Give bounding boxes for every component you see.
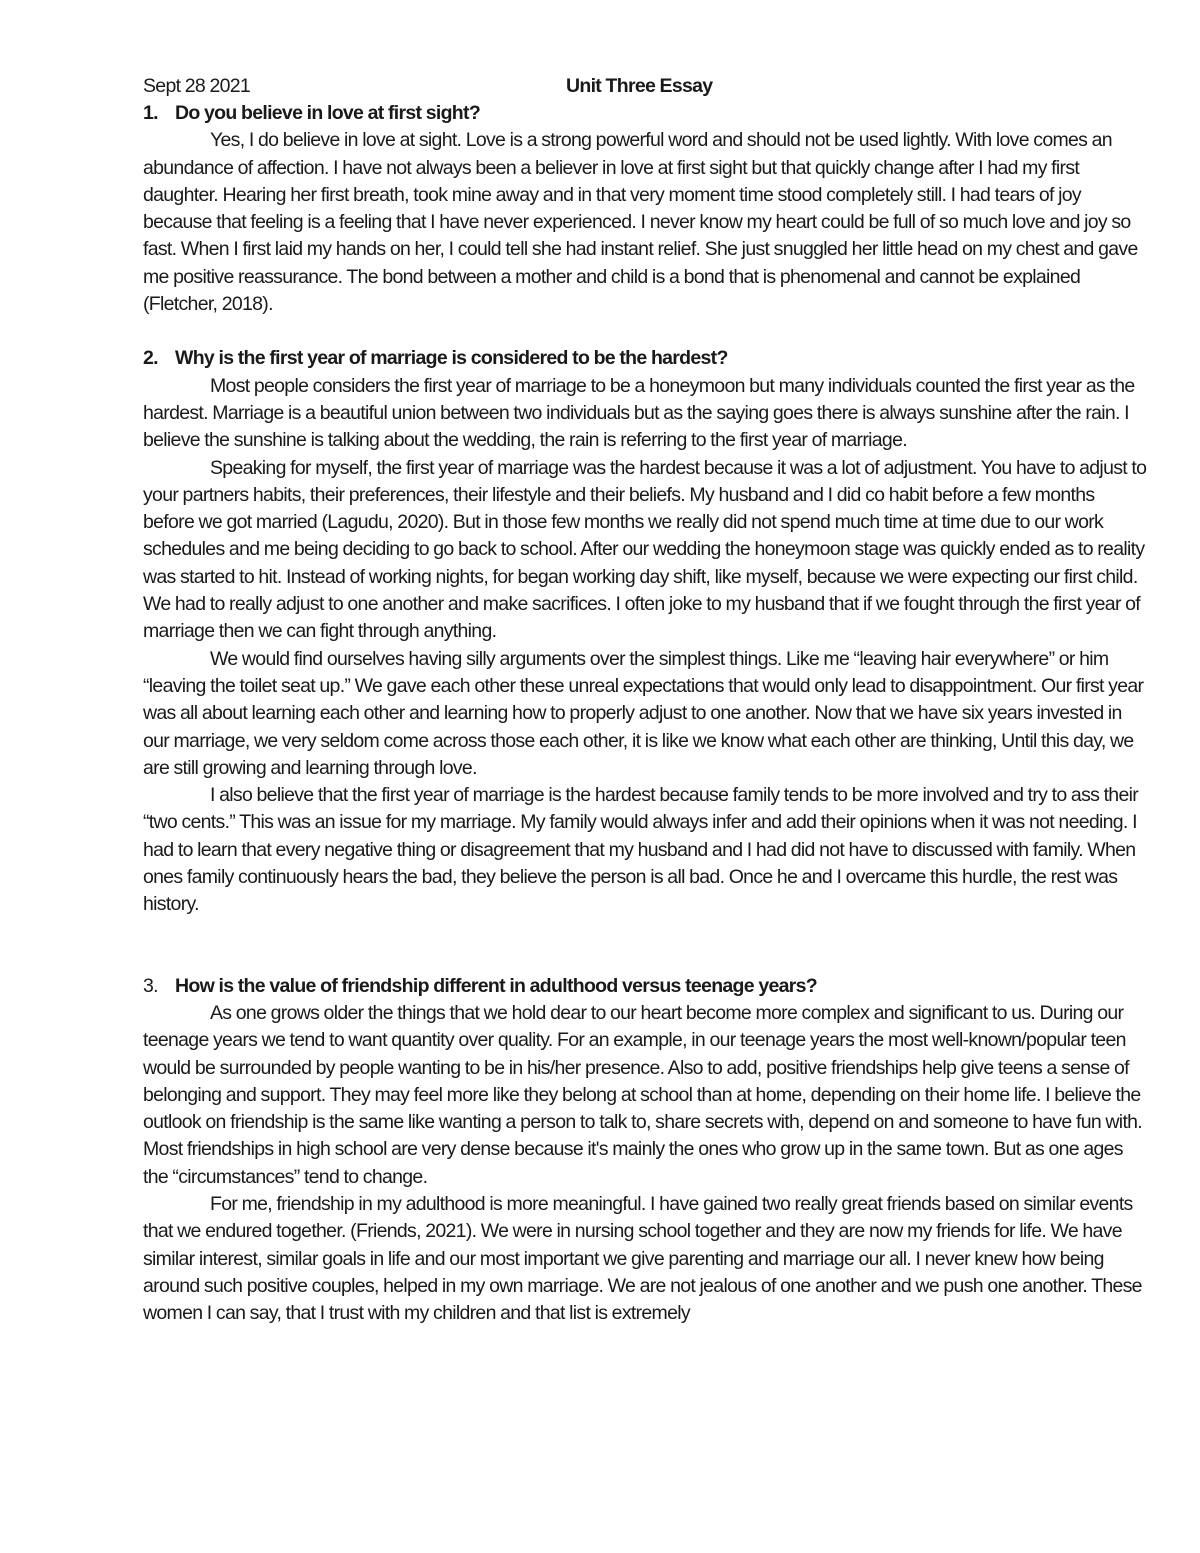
question-2 (143, 345, 1148, 372)
question-3-number: 3. (143, 974, 158, 997)
answer-2-paragraph-2: Speaking for myself, the first year of marriage was the hardest because it was a lot of adjustment. You have to adjust to your partners habits, their preferences, their lifestyle and their beliefs. My husband and I did co habit before a few months before we got married (Lagudu, 2020). But in those few months we really did not spend much time at time due to our work schedules and me being deciding to go back to school. After our wedding the honeymoon stage was quickly ended as to reality was started to hit. Instead of working nights, for began working day shift, like myself, because we were expecting our first child. We had to really adjust to one another and make sacrifices. I often joke to my husband that if we fought through the first year of marriage then we can fight through anything. (143, 456, 1147, 643)
question-2-text: Why is the first year of marriage is considered to be the hardest? (175, 347, 728, 370)
question-1 (143, 100, 1148, 127)
question-3-text: How is the value of friendship different in adulthood versus teenage years? (175, 974, 818, 997)
question-3 (143, 973, 1148, 1000)
answer-2-paragraph-3: We would find ourselves having silly arguments over the simplest things. Like me “leaving hair everywhere” or him “leaving the toilet seat up.” We gave each other these unreal expectations that would only lead to disappointment. Our first year was all about learning each other and learning how to properly adjust to one another. Now that we have six years invested in our marriage, we very seldom come across those each other, it is like we know what each other are thinking, Until this day, we are still growing and learning through love. (143, 647, 1144, 779)
answer-2-paragraph-1: Most people considers the first year of marriage to be a honeymoon but many individuals counted the first year as the hardest. Marriage is a beautiful union between two individuals but as the saying goes there is always sunshine after the rain. I believe the sunshine is talking about the wedding, the rain is referring to the first year of marriage. (143, 374, 1135, 452)
essay-title: Unit Three Essay (566, 75, 713, 97)
document-header (143, 73, 1143, 101)
question-1-text: Do you believe in love at first sight? (175, 102, 481, 124)
question-1-number: 1. (143, 102, 158, 124)
essay-body (143, 100, 1148, 1327)
answer-3-paragraph-1: As one grows older the things that we hold dear to our heart become more complex and significant to us. During our teenage years we tend to want quantity over quality. For an example, in our teenage years the most well-known/popular teen would be surrounded by people wanting to be in his/her presence. Also to add, positive friendships help give teens a sense of belonging and support. They may feel more like they belong at school than at home, depending on their home life. I believe the outlook on friendship is the same like wanting a person to talk to, share secrets with, depend on and someone to have fun with. Most friendships in high school are very dense because it's mainly the ones who grow up in the same town. But as one ages the “circumstances” tend to change. (143, 1001, 1143, 1188)
essay-date: Sept 28 2021 (143, 75, 251, 97)
question-2-number: 2. (143, 347, 158, 370)
answer-3-paragraph-2: For me, friendship in my adulthood is more meaningful. I have gained two really great friends based on similar events that we endured together. (Friends, 2021). We were in nursing school together and they are now my friends for life. We have similar interest, similar goals in life and our most important we give parenting and marriage our all. I never knew how being around such positive couples, helped in my own marriage. We are not jealous of one another and we push one another. These women I can say, that I trust with my children and that list is extremely (143, 1192, 1142, 1325)
answer-1-paragraph-1: Yes, I do believe in love at sight. Love is a strong powerful word and should not be used lightly. With love comes an abundance of affection. I have not always been a believer in love at first sight but that quickly change after I had my first daughter. Hearing her first breath, took mine away and in that very moment time stood completely still. I had tears of joy because that feeling is a feeling that I have never experienced. I never know my heart could be full of so much love and joy so fast. When I first laid my hands on her, I could tell she had instant relief. She just snuggled her little head on my chest and gave me positive reassurance. The bond between a mother and child is a bond that is phenomenal and cannot be explained (Fletcher, 2018). (143, 129, 1138, 316)
answer-2-paragraph-4: I also believe that the first year of marriage is the hardest because family tends to be more involved and try to ass their “two cents.” This was an issue for my marriage. My family would always infer and add their opinions when it was not needing. I had to learn that every negative thing or disagreement that my husband and I had did not have to discussed with family. When ones family continuously hears the bad, they believe the person is all bad. Once he and I overcame this hurdle, the rest was history. (143, 784, 1139, 916)
